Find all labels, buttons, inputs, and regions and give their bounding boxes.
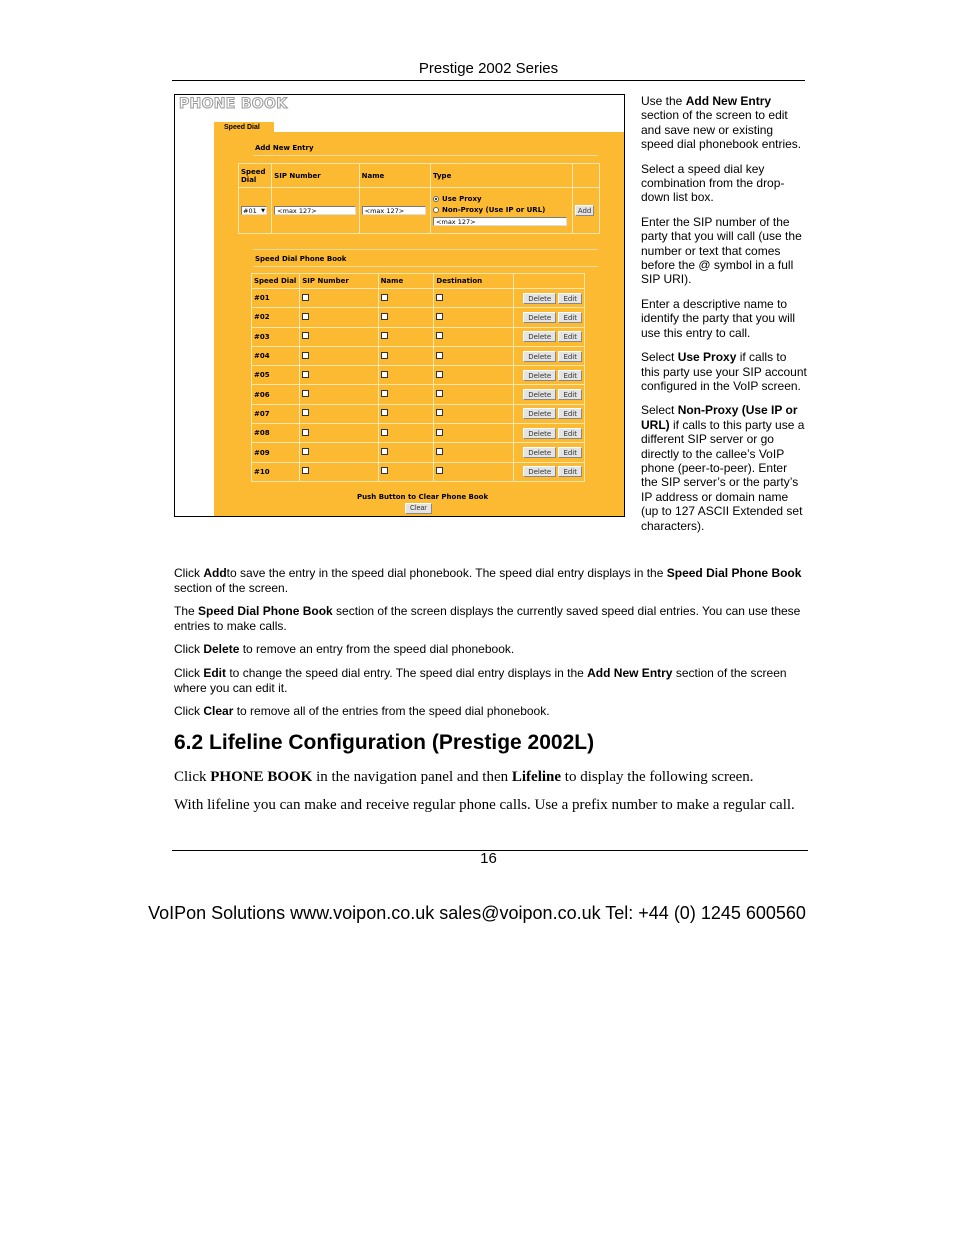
empty-box-icon	[381, 332, 388, 339]
side-note-1: Use the Add New Entry section of the screen to edit and save new or existing speed dial phonebook entries.	[641, 94, 802, 152]
row-name	[378, 308, 434, 327]
non-proxy-label: Non-Proxy (Use IP or URL)	[442, 206, 546, 214]
empty-box-icon	[381, 409, 388, 416]
row-name	[378, 443, 434, 462]
row-name	[378, 404, 434, 423]
speed-dial-select[interactable]: #01 ▼	[243, 207, 265, 215]
empty-box-icon	[302, 448, 309, 455]
empty-box-icon	[381, 467, 388, 474]
side-note-5: Select Use Proxy if calls to this party use your SIP account configured in the VoIP screen.	[641, 350, 807, 393]
empty-box-icon	[436, 409, 443, 416]
empty-box-icon	[302, 429, 309, 436]
empty-box-icon	[302, 294, 309, 301]
non-proxy-radio[interactable]	[433, 207, 439, 213]
row-sip-number	[300, 346, 378, 365]
row-speed-dial: #08	[252, 424, 300, 443]
clear-caption: Push Button to Clear Phone Book	[357, 493, 489, 501]
delete-button[interactable]: Delete	[523, 408, 556, 419]
row-destination	[434, 385, 514, 404]
row-name	[378, 385, 434, 404]
empty-box-icon	[436, 371, 443, 378]
running-header: Prestige 2002 Series	[418, 60, 559, 77]
hdr-type: Type	[431, 164, 573, 188]
col-sip-number: SIP Number	[300, 274, 378, 289]
row-name	[378, 327, 434, 346]
empty-box-icon	[302, 409, 309, 416]
row-destination	[434, 346, 514, 365]
clear-button[interactable]: Clear	[405, 503, 432, 514]
row-destination	[434, 404, 514, 423]
edit-button[interactable]: Edit	[558, 331, 582, 342]
empty-box-icon	[381, 352, 388, 359]
body-para-3: Click Delete to remove an entry from the speed dial phonebook.	[174, 642, 515, 656]
use-proxy-label: Use Proxy	[442, 195, 482, 203]
hdr-speed-dial: Speed Dial	[239, 164, 272, 188]
empty-box-icon	[381, 294, 388, 301]
row-speed-dial: #09	[252, 443, 300, 462]
empty-box-icon	[436, 332, 443, 339]
empty-box-icon	[381, 313, 388, 320]
row-sip-number	[300, 404, 378, 423]
row-destination	[434, 308, 514, 327]
empty-box-icon	[302, 313, 309, 320]
side-note-4: Enter a descriptive name to identify the party that you will use this entry to call.	[641, 296, 796, 340]
table-row	[252, 366, 585, 385]
empty-box-icon	[302, 467, 309, 474]
table-row	[252, 346, 585, 365]
row-sip-number	[300, 443, 378, 462]
edit-button[interactable]: Edit	[558, 370, 582, 381]
row-destination	[434, 462, 514, 481]
row-sip-number	[300, 366, 378, 385]
empty-box-icon	[302, 371, 309, 378]
row-destination	[434, 366, 514, 385]
empty-box-icon	[302, 352, 309, 359]
row-name	[378, 289, 434, 308]
section-heading: 6.2 Lifeline Configuration (Prestige 2002L)	[174, 731, 595, 754]
add-button[interactable]: Add	[575, 205, 595, 216]
row-destination	[434, 327, 514, 346]
side-note-2: Select a speed dial key combination from the drop-down list box.	[641, 161, 785, 205]
url-input[interactable]: <max 127>	[433, 217, 567, 226]
row-sip-number	[300, 289, 378, 308]
edit-button[interactable]: Edit	[558, 408, 582, 419]
screen-title: PHONE BOOK	[179, 96, 288, 112]
delete-button[interactable]: Delete	[523, 293, 556, 304]
row-speed-dial: #03	[252, 327, 300, 346]
serif-para-1: Click PHONE BOOK in the navigation panel and then Lifeline to display the following screen.	[174, 769, 754, 785]
col-destination: Destination	[434, 274, 514, 289]
edit-button[interactable]: Edit	[558, 428, 582, 439]
table-row	[252, 462, 585, 481]
edit-button[interactable]: Edit	[558, 351, 582, 362]
col-name: Name	[378, 274, 434, 289]
empty-box-icon	[302, 390, 309, 397]
book-section-title: Speed Dial Phone Book	[255, 255, 347, 263]
row-speed-dial: #02	[252, 308, 300, 327]
row-sip-number	[300, 424, 378, 443]
side-note-6: Select Non-Proxy (Use IP or URL) if calls to this party use a different SIP server or go directly to the callee’s VoIP phone (peer-to-peer). Enter the SIP server’s or the party’s IP address or domain name (up to 127 ASCII Extended set characters).	[641, 403, 805, 533]
delete-button[interactable]: Delete	[523, 351, 556, 362]
delete-button[interactable]: Delete	[523, 466, 556, 477]
row-destination	[434, 424, 514, 443]
hdr-sip-number: SIP Number	[272, 164, 359, 188]
row-name	[378, 424, 434, 443]
row-destination	[434, 443, 514, 462]
tab-speed-dial[interactable]: Speed Dial	[214, 122, 274, 134]
serif-para-2: With lifeline you can make and receive regular phone calls. Use a prefix number to make a regular call.	[174, 797, 795, 813]
row-name	[378, 346, 434, 365]
edit-button[interactable]: Edit	[558, 389, 582, 400]
body-para-5: Click Clear to remove all of the entries from the speed dial phonebook.	[174, 704, 550, 718]
edit-button[interactable]: Edit	[558, 466, 582, 477]
empty-box-icon	[436, 294, 443, 301]
row-name	[378, 366, 434, 385]
col-speed-dial: Speed Dial	[252, 274, 300, 289]
delete-button[interactable]: Delete	[523, 447, 556, 458]
empty-box-icon	[436, 352, 443, 359]
body-para-4: Click Edit to change the speed dial entry. The speed dial entry displays in the Add New Entry section of the screen where you can edit it.	[174, 666, 787, 695]
row-speed-dial: #06	[252, 385, 300, 404]
row-speed-dial: #07	[252, 404, 300, 423]
empty-box-icon	[436, 429, 443, 436]
table-row	[252, 424, 585, 443]
table-row	[252, 404, 585, 423]
row-speed-dial: #10	[252, 462, 300, 481]
empty-box-icon	[302, 332, 309, 339]
body-para-1: Click Addto save the entry in the speed dial phonebook. The speed dial entry displays in the Speed Dial Phone Book section of the screen.	[174, 566, 802, 595]
empty-box-icon	[436, 390, 443, 397]
body-para-2: The Speed Dial Phone Book section of the screen displays the currently saved speed dial entries. You can use these entries to make calls.	[174, 604, 801, 633]
row-sip-number	[300, 327, 378, 346]
row-speed-dial: #01	[252, 289, 300, 308]
row-sip-number	[300, 462, 378, 481]
table-row	[252, 308, 585, 327]
empty-box-icon	[436, 313, 443, 320]
delete-button[interactable]: Delete	[523, 389, 556, 400]
empty-box-icon	[436, 467, 443, 474]
table-row	[252, 327, 585, 346]
empty-box-icon	[381, 390, 388, 397]
footer-contact: VoIPon Solutions www.voipon.co.uk sales@voipon.co.uk Tel: +44 (0) 1245 600560	[148, 903, 806, 923]
add-entry-table	[238, 163, 600, 234]
table-row	[252, 289, 585, 308]
edit-button[interactable]: Edit	[558, 312, 582, 323]
row-speed-dial: #04	[252, 346, 300, 365]
name-input[interactable]: <max 127>	[362, 206, 426, 215]
table-row	[252, 385, 585, 404]
row-destination	[434, 289, 514, 308]
phone-book-table	[251, 273, 585, 482]
edit-button[interactable]: Edit	[558, 447, 582, 458]
delete-button[interactable]: Delete	[523, 370, 556, 381]
sip-number-input[interactable]: <max 127>	[274, 206, 356, 215]
side-note-3: Enter the SIP number of the party that you will call (use the number or text that comes before the @ symbol in a full SIP URI).	[641, 214, 802, 287]
add-section-title: Add New Entry	[255, 144, 314, 152]
delete-button[interactable]: Delete	[523, 331, 556, 342]
phone-book-screenshot	[174, 94, 625, 517]
page-number: 16	[480, 850, 497, 867]
delete-button[interactable]: Delete	[523, 312, 556, 323]
delete-button[interactable]: Delete	[523, 428, 556, 439]
row-sip-number	[300, 385, 378, 404]
chevron-down-icon: ▼	[261, 208, 265, 214]
row-sip-number	[300, 308, 378, 327]
header-rule	[172, 80, 805, 81]
table-row	[252, 443, 585, 462]
row-speed-dial: #05	[252, 366, 300, 385]
empty-box-icon	[381, 371, 388, 378]
empty-box-icon	[381, 429, 388, 436]
edit-button[interactable]: Edit	[558, 293, 582, 304]
row-name	[378, 462, 434, 481]
hdr-name: Name	[359, 164, 430, 188]
use-proxy-radio[interactable]	[433, 196, 439, 202]
side-notes	[641, 94, 807, 543]
empty-box-icon	[381, 448, 388, 455]
empty-box-icon	[436, 448, 443, 455]
